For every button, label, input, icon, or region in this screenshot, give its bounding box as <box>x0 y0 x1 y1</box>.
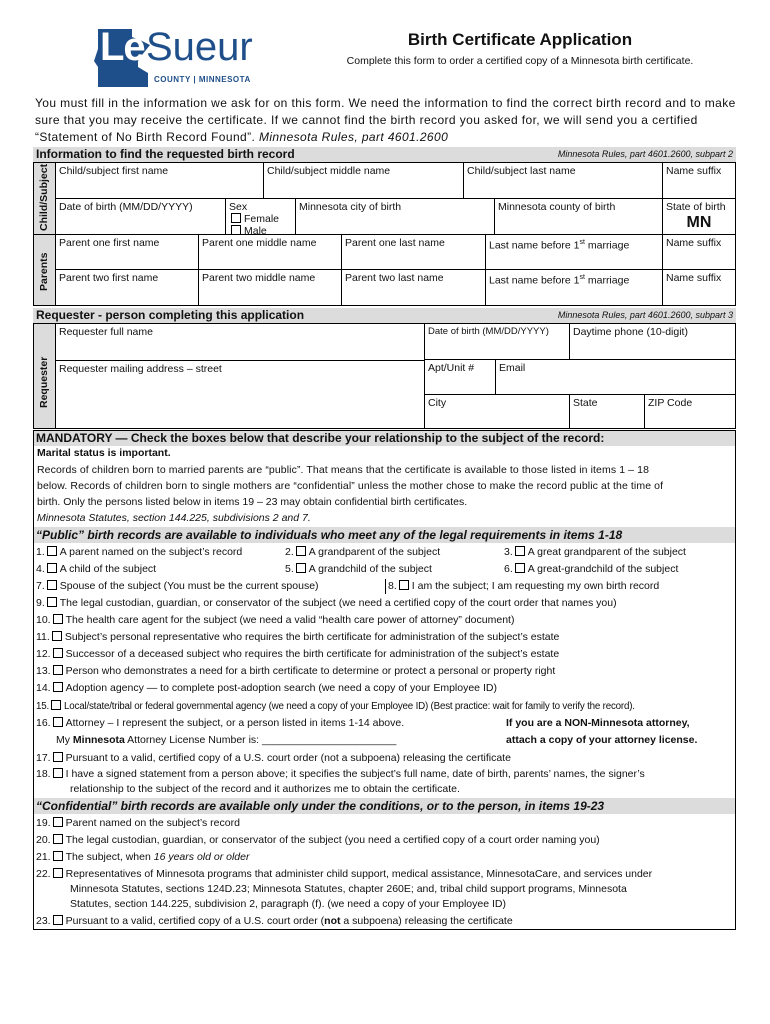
item-18-continued: relationship to the subject of the record and it authorizes me to obtain the certificate. <box>70 783 460 795</box>
requester-section-title: Requester - person completing this application <box>36 308 305 322</box>
item-22[interactable]: 22. Representatives of Minnesota programs that administer child support, medical assistance, MinnesotaCare, and services under <box>36 868 653 880</box>
zip-code-field[interactable]: ZIP Code <box>648 397 693 409</box>
item-7-checkbox[interactable] <box>47 580 57 590</box>
marital-status-note: Marital status is important. <box>37 447 171 459</box>
parent-two-middle-field[interactable]: Parent two middle name <box>199 270 342 305</box>
parent-one-suffix-field[interactable]: Name suffix <box>663 235 735 270</box>
requester-grid <box>33 323 736 429</box>
item-12-checkbox[interactable] <box>53 648 63 658</box>
item-7[interactable]: 7. Spouse of the subject (You must be the current spouse) <box>36 580 319 592</box>
item-1[interactable]: 1. A parent named on the subject’s record <box>36 546 243 558</box>
child-subject-label: Child/Subject <box>34 163 56 235</box>
child-dob-field[interactable]: Date of birth (MM/DD/YYYY) <box>56 199 226 235</box>
state-of-birth-label: State of birth <box>666 201 726 213</box>
item-15-checkbox[interactable] <box>51 700 61 710</box>
item-17[interactable]: 17. Pursuant to a valid, certified copy of a U.S. court order (not a subpoena) releasing the certificate <box>36 752 511 764</box>
item-20[interactable]: 20. The legal custodian, guardian, or conservator of the subject (you need a certified copy of a court order naming you) <box>36 834 600 846</box>
item-9[interactable]: 9. The legal custodian, guardian, or conservator of the subject (we need a certified copy of the court order that names you) <box>36 597 617 609</box>
item-16-note-2: attach a copy of your attorney license. <box>506 734 698 746</box>
page-title: Birth Certificate Application <box>407 30 633 49</box>
daytime-phone-field[interactable]: Daytime phone (10-digit) <box>570 324 735 360</box>
item-9-checkbox[interactable] <box>47 597 57 607</box>
apt-unit-field[interactable]: Apt/Unit # <box>425 360 496 395</box>
item-23-checkbox[interactable] <box>53 915 63 925</box>
mandatory-section <box>33 430 736 930</box>
parent-two-last-before-marriage-field[interactable]: Last name before 1st marriage <box>486 270 663 305</box>
item-10[interactable]: 10. The health care agent for the subject (we need a valid “health care power of attorney” document) <box>36 614 515 626</box>
logo-sueur: Sueur <box>146 25 253 69</box>
item-14-checkbox[interactable] <box>53 682 63 692</box>
mailing-address-field[interactable]: Requester mailing address – street <box>56 360 425 428</box>
item-5-checkbox[interactable] <box>296 563 306 573</box>
item-6[interactable]: 6. A great-grandchild of the subject <box>504 563 679 575</box>
item-12[interactable]: 12. Successor of a deceased subject who requires the birth certificate for administration of the subject’s estate <box>36 648 560 660</box>
record-section-title: Information to find the requested birth record <box>36 147 295 161</box>
confidential-records-header: “Confidential” birth records are available only under the conditions, or to the person, in items 19-23 <box>34 798 735 814</box>
item-3[interactable]: 3. A great grandparent of the subject <box>504 546 686 558</box>
item-3-checkbox[interactable] <box>515 546 525 556</box>
item-2-checkbox[interactable] <box>296 546 306 556</box>
item-4-checkbox[interactable] <box>47 563 57 573</box>
page-subtitle: Complete this form to order a certified copy of a Minnesota birth certificate. <box>346 55 694 67</box>
records-text-1: Records of children born to married parents are “public”. That means that the certificate is available to those listed in items 1 – 18 <box>37 464 650 476</box>
parent-one-last-field[interactable]: Parent one last name <box>342 235 486 270</box>
parent-one-last-before-marriage-field[interactable]: Last name before 1st marriage <box>486 235 663 270</box>
parent-two-first-field[interactable]: Parent two first name <box>56 270 199 305</box>
item-16-checkbox[interactable] <box>53 717 63 727</box>
statute-ref: Minnesota Statutes, section 144.225, subdivisions 2 and 7. <box>37 512 311 524</box>
county-of-birth-field[interactable]: Minnesota county of birth <box>495 199 663 235</box>
email-field[interactable]: Email <box>496 360 735 395</box>
child-first-name-field[interactable]: Child/subject first name <box>56 163 264 199</box>
item-13[interactable]: 13. Person who demonstrates a need for a birth certificate to determine or protect a personal or property right <box>36 665 556 677</box>
record-grid <box>33 162 736 306</box>
state-of-birth-field <box>663 199 735 235</box>
state-of-birth-value: MN <box>686 214 712 231</box>
records-text-3: birth. Only the persons listed below in items 19 – 23 may obtain confidential birth certificates. <box>37 496 468 508</box>
female-label: Female <box>244 213 280 225</box>
item-20-checkbox[interactable] <box>53 834 63 844</box>
sex-field <box>226 199 296 235</box>
parent-one-first-field[interactable]: Parent one first name <box>56 235 199 270</box>
item-8-checkbox[interactable] <box>399 580 409 590</box>
item-5[interactable]: 5. A grandchild of the subject <box>285 563 432 575</box>
item-8[interactable]: 8. I am the subject; I am requesting my own birth record <box>385 579 659 594</box>
child-last-name-field[interactable]: Child/subject last name <box>464 163 663 199</box>
item-22-line-3: Statutes, section 144.225, subdivision 2, paragraph (f). (we need a copy of your Employee ID) <box>70 898 506 910</box>
item-11[interactable]: 11. Subject’s personal representative who requires the birth certificate for administration of the subject’s estate <box>36 631 560 643</box>
male-checkbox[interactable] <box>231 225 241 235</box>
item-4[interactable]: 4. A child of the subject <box>36 563 157 575</box>
requester-dob-field[interactable]: Date of birth (MM/DD/YYYY) <box>425 324 570 360</box>
item-16-note-1: If you are a NON-Minnesota attorney, <box>506 717 690 729</box>
male-label: Male <box>244 225 267 237</box>
parents-label: Parents <box>34 235 56 305</box>
item-13-checkbox[interactable] <box>53 665 63 675</box>
logo-le: Le <box>100 25 145 69</box>
item-11-checkbox[interactable] <box>52 631 62 641</box>
sex-label: Sex <box>229 201 248 213</box>
female-checkbox[interactable] <box>231 213 241 223</box>
item-18[interactable]: 18. I have a signed statement from a person above; it specifies the subject’s full name, date of birth, parents’ names, the signer’s <box>36 768 645 780</box>
female-option[interactable] <box>229 213 292 225</box>
item-22-checkbox[interactable] <box>53 868 63 878</box>
city-field[interactable]: City <box>425 395 570 428</box>
parent-one-middle-field[interactable]: Parent one middle name <box>199 235 342 270</box>
item-14[interactable]: 14. Adoption agency — to complete post-adoption search (we need a copy of your Employee ID) <box>36 682 497 694</box>
item-19-checkbox[interactable] <box>53 817 63 827</box>
item-22-line-2: Minnesota Statutes, sections 124D.23; Minnesota Statutes, chapter 260E; and, tribal child support programs, Minnesota <box>70 883 627 895</box>
record-section-header <box>33 147 736 162</box>
item-6-checkbox[interactable] <box>515 563 525 573</box>
item-17-checkbox[interactable] <box>53 752 63 762</box>
public-records-header: “Public” birth records are available to individuals who meet any of the legal requirements in items 1-18 <box>34 527 735 543</box>
item-10-checkbox[interactable] <box>53 614 63 624</box>
item-18-checkbox[interactable] <box>53 768 63 778</box>
item-15[interactable]: 15. Local/state/tribal or federal governmental agency (we need a copy of your Employee ID) (Best practice: wait for family to verify the record). <box>36 701 635 712</box>
parent-two-suffix-field[interactable]: Name suffix <box>666 272 722 284</box>
item-21[interactable]: 21. The subject, when 16 years old or older <box>36 851 250 863</box>
item-2[interactable]: 2. A grandparent of the subject <box>285 546 441 558</box>
attorney-license-line[interactable]: My Minnesota Attorney License Number is: _______________________ <box>56 734 397 746</box>
city-of-birth-field[interactable]: Minnesota city of birth <box>296 199 495 235</box>
state-field[interactable]: State <box>570 395 645 428</box>
county-logo <box>92 27 262 89</box>
intro-paragraph <box>35 95 745 146</box>
parent-two-last-field[interactable]: Parent two last name <box>342 270 486 305</box>
item-23[interactable]: 23. Pursuant to a valid, certified copy of a U.S. court order (not a subpoena) releasing the certificate <box>36 915 513 927</box>
item-1-checkbox[interactable] <box>47 546 57 556</box>
requester-section-ref: Minnesota Rules, part 4601.2600, subpart 3 <box>557 310 733 320</box>
item-16[interactable]: 16. Attorney – I represent the subject, or a person listed in items 1-14 above. <box>36 717 405 729</box>
record-section-ref: Minnesota Rules, part 4601.2600, subpart 2 <box>557 149 733 159</box>
requester-full-name-field[interactable]: Requester full name <box>56 324 425 360</box>
intro-rule: Minnesota Rules, part 4601.2600 <box>258 130 449 144</box>
intro-text: You must fill in the information we ask for on this form. We need the information to find the correct birth record and to make sure that you may receive the certificate. If we cannot find the birth record you asked for, we will send you a certified “Statement of No Birth Record Found”. <box>35 96 736 144</box>
logo-county: COUNTY | MINNESOTA <box>154 75 251 84</box>
requester-section-header <box>33 308 736 323</box>
records-text-2: below. Records of children born to single mothers are “confidential” unless the mother chose to make the record public at the time of <box>37 480 664 492</box>
item-19[interactable]: 19. Parent named on the subject’s record <box>36 817 240 829</box>
mandatory-title: MANDATORY — Check the boxes below that describe your relationship to the subject of the record: <box>34 431 735 446</box>
child-middle-name-field[interactable]: Child/subject middle name <box>264 163 464 199</box>
child-name-suffix-field[interactable]: Name suffix <box>663 163 735 199</box>
requester-label: Requester <box>34 324 56 428</box>
item-21-checkbox[interactable] <box>53 851 63 861</box>
